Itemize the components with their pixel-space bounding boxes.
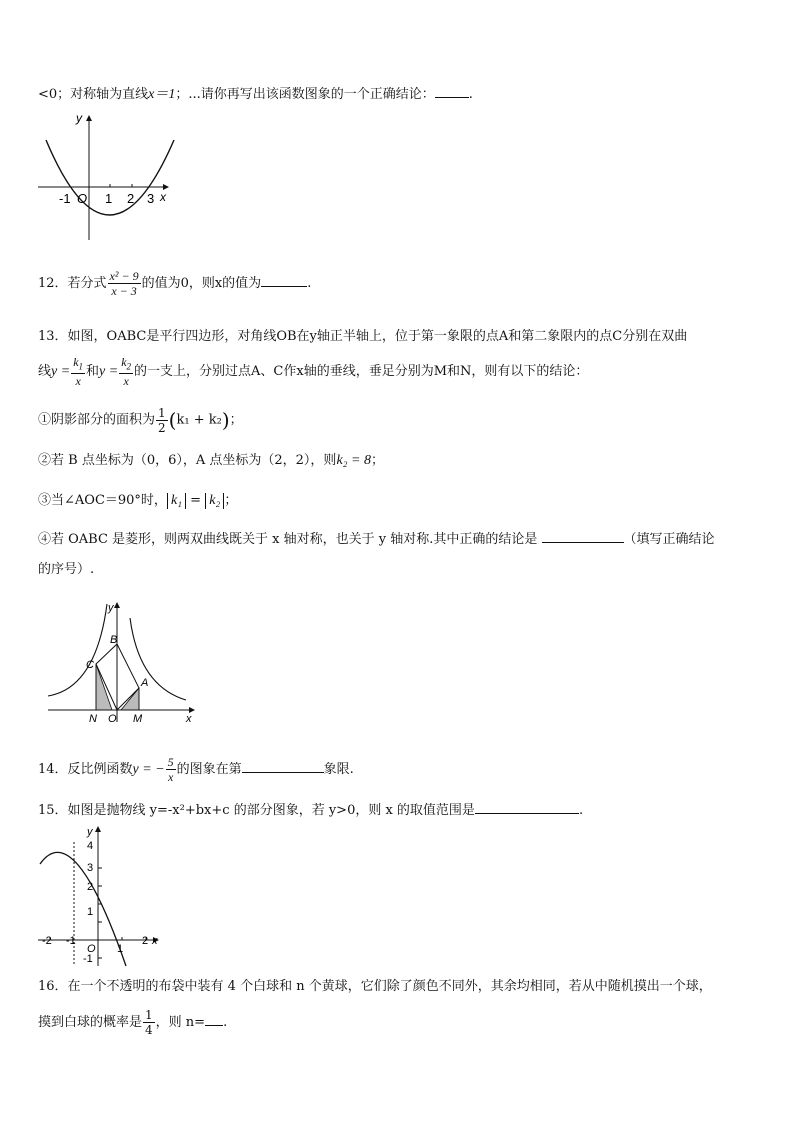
q14-answer-blank[interactable]	[242, 760, 324, 773]
q15-tick-y4: 4	[87, 840, 94, 852]
q14-frac-num: 5	[167, 755, 174, 769]
q13-c1-end: ；	[229, 412, 243, 428]
q13-frac-k2	[119, 355, 133, 388]
q15-text: 15．如图是抛物线 y=-x²+bx+c 的部分图象，若 y>0，则 x 的取值范围是	[38, 803, 475, 818]
q13-shaded-left	[96, 664, 112, 710]
q16-frac-num: 1	[145, 1008, 153, 1022]
q13-x2: x	[123, 374, 129, 389]
q13-c1-half	[156, 406, 168, 435]
q16-text: ，则 n=	[155, 1015, 206, 1030]
q11-end: .	[468, 87, 473, 102]
q11-tick-3: 3	[147, 191, 155, 206]
q13-k1: k	[73, 354, 79, 369]
q13-and: 和	[86, 364, 100, 379]
q16-end: .	[223, 1015, 228, 1030]
q14-fraction	[166, 755, 176, 784]
q13-conclusion-4	[38, 530, 715, 549]
q13-label-O: O	[108, 713, 117, 725]
q13-k2: k	[121, 354, 127, 369]
q14-frac-den: x	[167, 770, 174, 784]
q16-text-pre: 摸到白球的概率是	[38, 1015, 143, 1030]
q12-frac-den: x − 3	[111, 284, 137, 298]
q13-line1: 13．如图，OABC是平行四边形，对角线OB在y轴正半轴上，位于第一象限的点A和第二象限内的点C分别在双曲	[38, 329, 688, 344]
q13-line2	[38, 352, 588, 392]
q12-text: 的值为0，则x的值为	[141, 276, 262, 291]
q14-text: 的图象在第	[176, 762, 242, 777]
q13-c3-eq: =	[190, 493, 202, 508]
q15-label-y: y	[87, 826, 93, 838]
q13-c1-expr: k₁ + k₂	[176, 412, 222, 428]
q12-fraction	[108, 269, 141, 298]
q11-tick-neg1: -1	[59, 191, 71, 206]
q13-y2: y =	[99, 364, 119, 379]
q13-frac-k1	[71, 355, 85, 388]
q15-tick-y1: 1	[87, 906, 94, 918]
q15-line	[38, 801, 583, 820]
q13-c1-text: ①阴影部分的面积为	[38, 412, 156, 428]
q15-label-x: x	[152, 935, 158, 947]
q14-end: 象限.	[323, 762, 354, 777]
q14-line	[38, 752, 354, 788]
q15-parabola	[40, 852, 126, 966]
q11-text-pre: <0；对称轴为直线	[38, 87, 149, 102]
q13-label-M: M	[133, 713, 143, 725]
q13-label-y: y	[108, 602, 114, 614]
q16-fraction	[143, 1008, 155, 1037]
q13-x1: x	[75, 374, 81, 389]
q13-c3-abs-k1: k₁	[167, 493, 186, 509]
q13-conclusion-3	[38, 492, 237, 510]
q11-text-post: ；...请你再写出该函数图象的一个正确结论：	[175, 87, 435, 102]
q13-label-A: A	[141, 677, 149, 689]
q15-origin: O	[87, 943, 96, 955]
q13-c1-half-den: 2	[158, 420, 166, 435]
q13-c2-text: ②若 B 点坐标为（0，6），A 点坐标为（2，2），则	[38, 453, 337, 468]
q14-y: y = −	[132, 762, 165, 777]
q13-conclusion-2	[38, 452, 384, 470]
q15-tick-xn2: -2	[42, 935, 52, 947]
q13-k1-sub: 1	[78, 361, 84, 372]
q12-frac-num: x² − 9	[109, 269, 139, 283]
q16-line1: 16．在一个不透明的布袋中装有 4 个白球和 n 个黄球，它们除了颜色不同外，其余均相同，若从中随机摸出一个球，	[38, 979, 712, 994]
q15-tick-y2: 2	[87, 881, 94, 893]
q11-answer-blank[interactable]	[435, 85, 469, 98]
q15-tick-yn1: -1	[83, 953, 93, 965]
q11-tick-2: 2	[127, 191, 135, 206]
q13-c2-expr: k₂ = 8	[336, 453, 371, 468]
q11-tick-1: 1	[105, 191, 113, 206]
q13-c4-text-b: （填写正确结论	[623, 532, 715, 547]
q12-end: .	[307, 276, 312, 291]
q13-label-B: B	[110, 634, 118, 646]
q11-equation: x＝1	[148, 87, 176, 102]
q12-answer-blank[interactable]	[261, 274, 307, 287]
q13-conclusion-4-cont: 的序号）.	[38, 562, 95, 577]
q15-tick-xn1: -1	[66, 935, 76, 947]
q12-line	[38, 266, 311, 302]
q16-answer-blank[interactable]	[205, 1013, 223, 1026]
q13-c3-text: ③当∠AOC＝90°时，	[38, 493, 167, 508]
q15-tick-x1: 1	[117, 943, 124, 955]
q13-l2-b: 的一支上，分别过点A、C作x轴的垂线，垂足分别为M和N，则有以下的结论：	[134, 364, 589, 379]
q15-end: .	[578, 803, 584, 818]
q15-tick-x2: 2	[142, 935, 149, 947]
q15-tick-y3: 3	[87, 862, 94, 874]
q13-conclusion-1: ①阴影部分的面积为 $\frac{1}{2}$ (k₁ + k₂)；	[38, 405, 243, 435]
q15-parabola-graph	[36, 824, 166, 968]
q13-c4-text: ④若 OABC 是菱形，则两双曲线既关于 x 轴对称，也关于 y 轴对称.其中正确的结论是	[38, 532, 538, 547]
q11-y-label: y	[76, 112, 82, 125]
q13-c2-end: ；	[370, 453, 384, 468]
q11-origin: O	[77, 191, 88, 206]
q13-l2-a: 线	[38, 364, 52, 379]
q13-label-x: x	[186, 713, 192, 725]
q14-text-pre: 14．反比例函数	[38, 762, 133, 777]
q13-hyperbola-graph	[44, 600, 200, 726]
q13-label-C: C	[86, 659, 94, 671]
q11-x-label: x	[160, 190, 166, 204]
q13-y1: y =	[51, 364, 71, 379]
q16-frac-den: 4	[145, 1023, 153, 1037]
q13-label-N: N	[89, 713, 97, 725]
q13-c3-end: ；	[224, 493, 238, 508]
q13-c1-half-num: 1	[158, 405, 166, 420]
q11-line	[38, 85, 473, 104]
q11-parabola-graph	[36, 112, 186, 244]
q13-k2-sub: 2	[126, 361, 132, 372]
q13-c3-abs-k2: k₂	[205, 493, 224, 509]
q13-answer-blank[interactable]	[542, 530, 624, 543]
q15-answer-blank[interactable]	[475, 801, 579, 814]
q12-text-pre: 12．若分式	[38, 276, 107, 291]
q16-line2	[38, 1004, 227, 1042]
